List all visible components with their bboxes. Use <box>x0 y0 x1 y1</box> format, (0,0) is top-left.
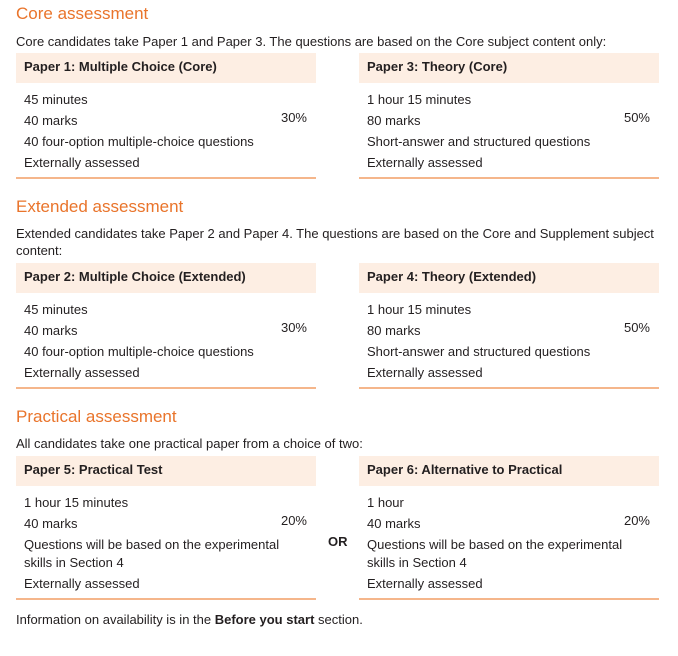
core-assessment-heading: Core assessment <box>16 4 149 23</box>
availability-note-prefix: Information on availability is in the <box>16 612 215 627</box>
core-assessment-intro: Core candidates take Paper 1 and Paper 3. The questions are based on the Core subject content only: <box>16 34 607 49</box>
paper-1-description: 40 four-option multiple-choice questions <box>24 134 254 149</box>
paper-2-duration: 45 minutes <box>24 302 88 317</box>
paper-2-weight: 30% <box>280 320 307 335</box>
paper-5-details <box>16 486 316 600</box>
paper-1-title: Paper 1: Multiple Choice (Core) <box>16 53 316 83</box>
paper-2-title: Paper 2: Multiple Choice (Extended) <box>16 263 316 293</box>
paper-3-details <box>359 83 659 179</box>
extended-assessment-intro: Extended candidates take Paper 2 and Paper 4. The questions are based on the Core and Supplement subject content: <box>16 226 654 258</box>
paper-4-assessed: Externally assessed <box>367 365 483 380</box>
paper-2-assessed: Externally assessed <box>24 365 140 380</box>
paper-1-duration: 45 minutes <box>24 92 88 107</box>
paper-5-duration: 1 hour 15 minutes <box>24 495 129 510</box>
paper-6-duration: 1 hour <box>367 495 404 510</box>
paper-2-box <box>16 263 316 389</box>
paper-6-assessed: Externally assessed <box>367 576 483 591</box>
availability-note-suffix: section. <box>314 612 363 627</box>
paper-4-description: Short-answer and structured questions <box>367 344 591 359</box>
paper-4-duration: 1 hour 15 minutes <box>367 302 472 317</box>
availability-note <box>16 612 363 627</box>
paper-4-box <box>359 263 659 389</box>
paper-3-box <box>359 53 659 179</box>
paper-2-details <box>16 293 316 389</box>
paper-5-title: Paper 5: Practical Test <box>16 456 316 486</box>
paper-3-title: Paper 3: Theory (Core) <box>359 53 659 83</box>
paper-2-description: 40 four-option multiple-choice questions <box>24 344 254 359</box>
paper-6-box <box>359 456 659 600</box>
paper-5-marks: 40 marks <box>24 516 78 531</box>
paper-4-weight: 50% <box>623 320 650 335</box>
paper-4-title: Paper 4: Theory (Extended) <box>359 263 659 293</box>
paper-5-weight: 20% <box>280 513 307 528</box>
paper-4-details <box>359 293 659 389</box>
paper-2-marks: 40 marks <box>24 323 78 338</box>
paper-3-duration: 1 hour 15 minutes <box>367 92 472 107</box>
paper-5-description: Questions will be based on the experimental skills in Section 4 <box>24 537 280 570</box>
paper-3-assessed: Externally assessed <box>367 155 483 170</box>
paper-5-box <box>16 456 316 600</box>
paper-6-details <box>359 486 659 600</box>
paper-4-marks: 80 marks <box>367 323 421 338</box>
paper-1-marks: 40 marks <box>24 113 78 128</box>
paper-3-marks: 80 marks <box>367 113 421 128</box>
paper-5-assessed: Externally assessed <box>24 576 140 591</box>
paper-6-title: Paper 6: Alternative to Practical <box>359 456 659 486</box>
paper-1-assessed: Externally assessed <box>24 155 140 170</box>
paper-1-weight: 30% <box>280 110 307 125</box>
paper-1-details <box>16 83 316 179</box>
paper-3-description: Short-answer and structured questions <box>367 134 591 149</box>
before-you-start-reference: Before you start <box>214 612 315 627</box>
practical-assessment-intro: All candidates take one practical paper from a choice of two: <box>16 436 363 451</box>
extended-assessment-heading: Extended assessment <box>16 197 184 216</box>
paper-3-weight: 50% <box>623 110 650 125</box>
paper-6-weight: 20% <box>623 513 650 528</box>
paper-6-description: Questions will be based on the experimental skills in Section 4 <box>367 537 623 570</box>
practical-assessment-heading: Practical assessment <box>16 407 177 426</box>
paper-1-box <box>16 53 316 179</box>
or-label: OR <box>328 534 348 549</box>
paper-6-marks: 40 marks <box>367 516 421 531</box>
